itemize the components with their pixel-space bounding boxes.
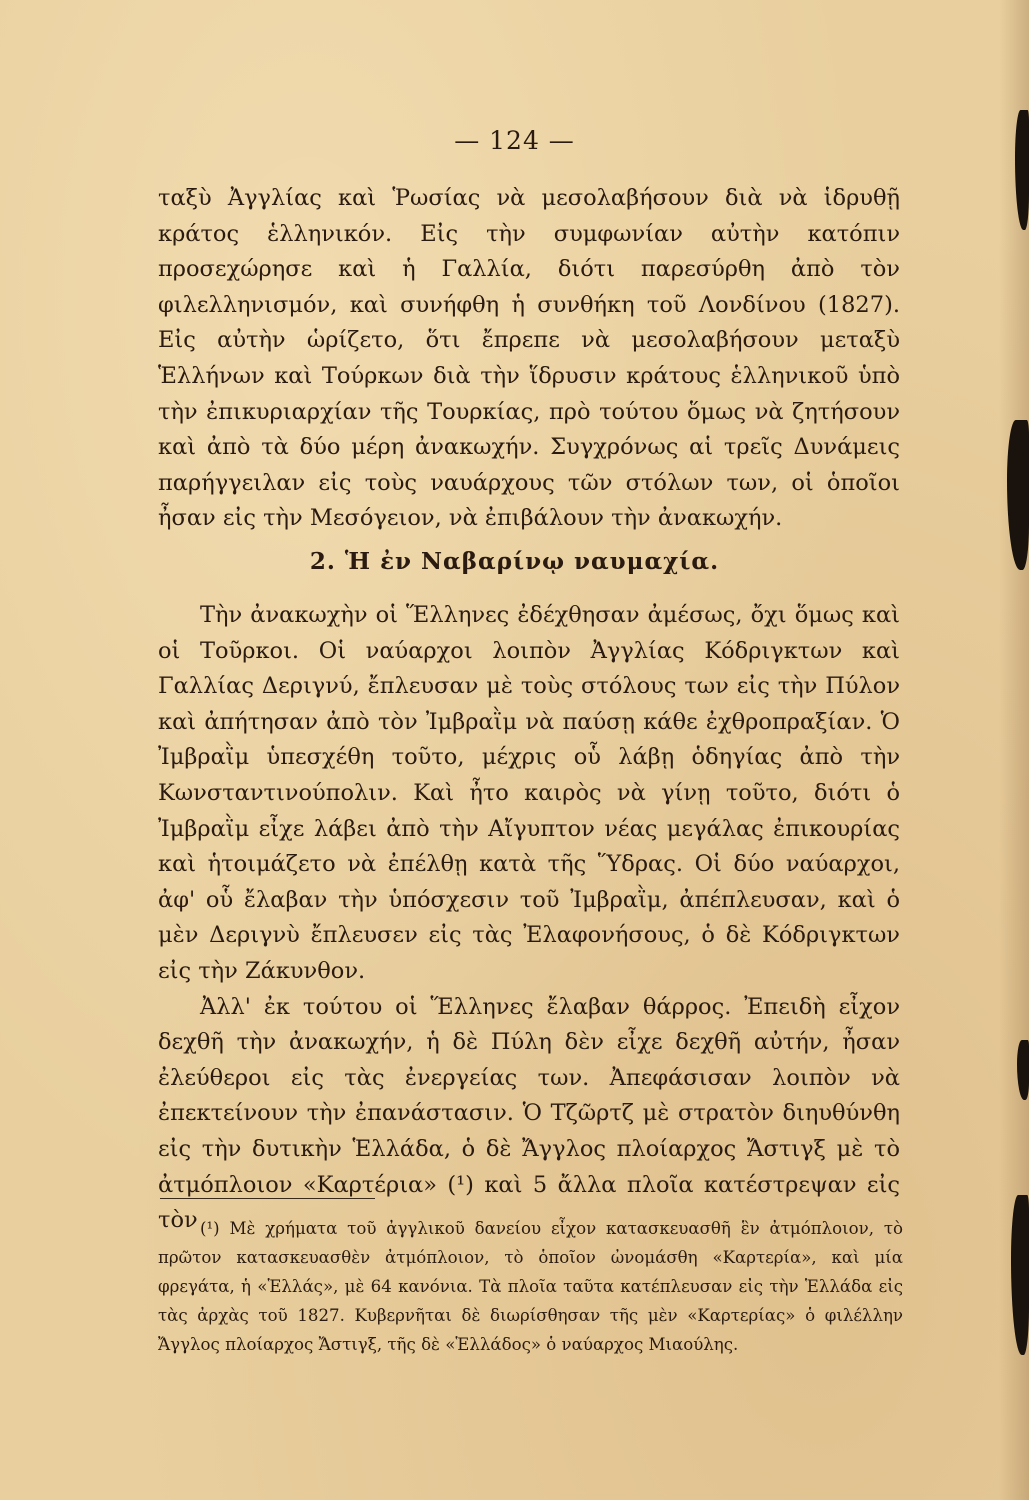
- paragraph: Τὴν ἀνακωχὴν οἱ Ἕλληνες ἐδέχθησαν ἀμέσως, ὄχι ὅμως καὶ οἱ Τοῦρκοι. Οἱ ναύαρχοι λοιπὸν Ἀγγλίας Κόδριγκτων καὶ Γαλλίας Δεριγνύ, ἔπλευσαν μὲ τοὺς στόλους των εἰς τὴν Πύλον καὶ ἀπήτησαν ἀπὸ τὸν Ἰμβραῒμ νὰ παύσῃ κάθε ἐχθροπραξίαν. Ὁ Ἰμβραῒμ ὑπεσχέθη τοῦτο, μέχρις οὗ λάβῃ ὁδηγίας ἀπὸ τὴν Κωνσταντινούπολιν. Καὶ ἦτο καιρὸς νὰ γίνῃ τοῦτο, διότι ὁ Ἰμβραῒμ εἶχε λάβει ἀπὸ τὴν Αἴγυπτον νέας μεγάλας ἐπικουρίας καὶ ἡτοιμάζετο νὰ ἐπέλθῃ κατὰ τῆς Ὕδρας. Οἱ δύο ναύαρχοι, ἀφ' οὗ ἔλαβαν τὴν ὑπόσχεσιν τοῦ Ἰμβραῒμ, ἀπέπλευσαν, καὶ ὁ μὲν Δεριγνὺ ἔπλευσεν εἰς τὰς Ἐλαφονήσους, ὁ δὲ Κόδριγκτων εἰς τὴν Ζάκυνθον.: [158, 602, 900, 984]
- section-heading: 2. Ἡ ἐν Ναβαρίνῳ ναυμαχία.: [309, 548, 720, 575]
- paragraph-continuation: ταξὺ Ἀγγλίας καὶ Ῥωσίας νὰ μεσολαβήσουν διὰ νὰ ἱδρυθῇ κράτος ἑλληνικόν. Εἰς τὴν συμφωνίαν αὐτὴν κατόπιν προσεχώρησε καὶ ἡ Γαλλία, διότι παρεσύρθη ἀπὸ τὸν φιλελληνισμόν, καὶ συνήφθη ἡ συνθήκη τοῦ Λονδίνου (1827). Εἰς αὐτὴν ὡρίζετο, ὅτι ἔπρεπε νὰ μεσολαβήσουν μεταξὺ Ἑλλήνων καὶ Τούρκων διὰ τὴν ἵδρυσιν κράτους ἑλληνικοῦ ὑπὸ τὴν ἐπικυριαρχίαν τῆς Τουρκίας, πρὸ τούτου ὅμως νὰ ζητήσουν καὶ ἀπὸ τὰ δύο μέρη ἀνακωχήν. Συγχρόνως αἱ τρεῖς Δυνάμεις παρήγγειλαν εἰς τοὺς ναυάρχους τῶν στόλων των, οἱ ὁποῖοι ἦσαν εἰς τὴν Μεσόγειον, νὰ ἐπιβάλουν τὴν ἀνακωχήν.: [158, 185, 900, 532]
- page-tear-lower: [1017, 1040, 1029, 1100]
- body-text-top: [158, 181, 900, 537]
- footnote-separator: [160, 1198, 375, 1199]
- body-text-section: [158, 598, 900, 1239]
- footnote: (¹) Μὲ χρήματα τοῦ ἀγγλικοῦ δανείου εἶχον κατασκευασθῆ ἓν ἀτμόπλοιον, τὸ πρῶτον κατασκευασθὲν ἀτμόπλοιον, τὸ ὁποῖον ὠνομάσθη «Καρτερία», καὶ μία φρεγάτα, ἡ «Ἑλλάς», μὲ 64 κανόνια. Τὰ πλοῖα ταῦτα κατέπλευσαν εἰς τὴν Ἑλλάδα εἰς τὰς ἀρχὰς τοῦ 1827. Κυβερνῆται δὲ διωρίσθησαν τῆς μὲν «Καρτερίας» ὁ φιλέλλην Ἄγγλος πλοίαρχος Ἄστιγξ, τῆς δὲ «Ἑλλάδος» ὁ ναύαρχος Μιαούλης.: [158, 1219, 903, 1354]
- paragraph: Ἀλλ' ἐκ τούτου οἱ Ἕλληνες ἔλαβαν θάρρος. Ἐπειδὴ εἶχον δεχθῆ τὴν ἀνακωχήν, ἡ δὲ Πύλη δὲν εἶχε δεχθῆ αὐτήν, ἦσαν ἐλεύθεροι εἰς τὰς ἐνεργείας των. Ἀπεφάσισαν λοιπὸν νὰ ἐπεκτείνουν τὴν ἐπανάστασιν. Ὁ Τζῶρτζ μὲ στρατὸν διηυθύνθη εἰς τὴν δυτικὴν Ἑλλάδα, ὁ δὲ Ἄγγλος πλοίαρχος Ἄστιγξ μὲ τὸ ἀτμόπλοιον «Καρτέρια» (¹) καὶ 5 ἄλλα πλοῖα κατέστρεψαν εἰς τὸν: [158, 993, 900, 1234]
- page-tear-bottom: [1011, 1195, 1029, 1355]
- page-number: — 124 —: [454, 126, 575, 155]
